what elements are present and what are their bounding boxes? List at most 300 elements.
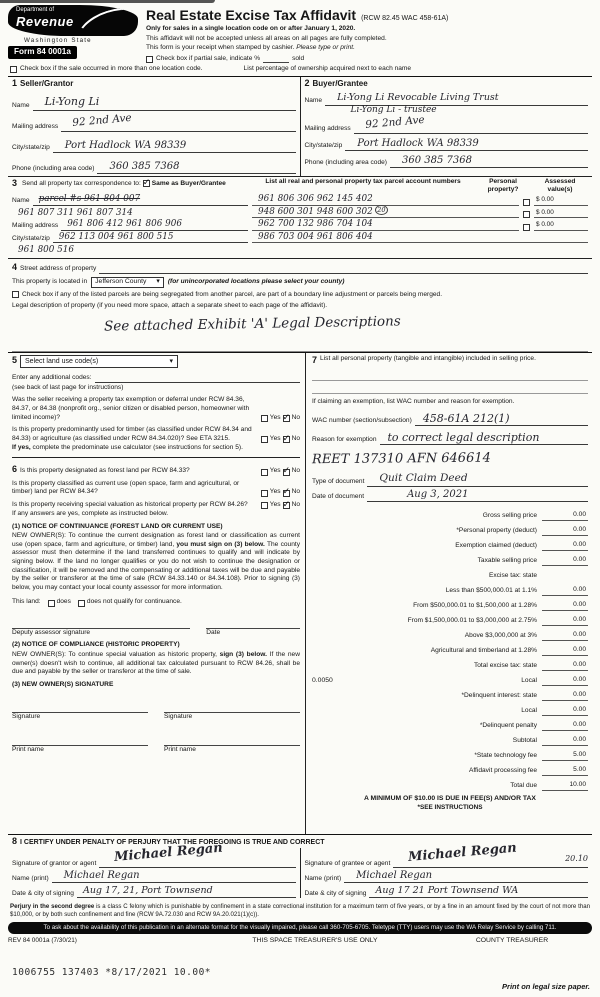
buyer-city-field[interactable] <box>345 134 588 151</box>
page-title: Real Estate Excise Tax Affidavit <box>146 7 357 23</box>
partial-sale-checkbox[interactable] <box>146 56 153 63</box>
timber-question: Is this property predominantly used for timber (as classified under RCW 84.34 and 84.33) or agriculture (as classified under RCW 84.34.020)? See ETA 3215. <box>12 426 252 442</box>
correspondence-mailing-row <box>12 218 248 231</box>
parcel-left-row-1 <box>12 206 248 219</box>
fee-row-tier3: From $1,500,000.01 to $3,000,000 at 2.75% 0.00 <box>407 616 586 625</box>
print-legal-size-note: Print on legal size paper. <box>502 982 590 992</box>
correspondence-name-row <box>12 193 248 206</box>
grantor-signature: Michael Regan <box>113 840 224 865</box>
predominate-use-note <box>12 444 300 453</box>
grantee-signature-row <box>304 840 589 868</box>
grantee-date-row <box>305 883 589 898</box>
multi-location-checkbox[interactable] <box>10 66 17 73</box>
grantor-date-field[interactable] <box>77 883 296 898</box>
fee-value: 5.00 <box>542 751 588 761</box>
form-number: Form 84 0001a <box>8 46 77 59</box>
exemption-no-checkbox[interactable] <box>283 415 290 422</box>
perjury-rest: is a class C felony which is punishable by confinement in a state correctional institution for a maximum term of five years, or by a fine in an amount fixed by the court of not more than $10,000, or by both such confinement and fine (RCW 9A.72.030 and RCW 9A.20.021(1)(c)). <box>10 903 590 919</box>
assessed-value: $ 0.00 <box>534 209 588 218</box>
notice-continuance-text: NEW OWNER(S): To continue the current designation as forest land or classification as current use (open space, farm and agriculture, or timber) land, you must sign on (3) below. The county assessor must then determine if the land transferred continues to qualify and will indicate by signing below. If the land no longer qualifies or you do not wish to continue the designation or classification, it will be removed and the compensating or additional taxes will be due and payable by the seller or transferor at the time of sale (RCW 84.33.140 or 84.34.108). Prior to signing (3) below, you may contact your local county assessor for more information. <box>12 532 300 591</box>
additional-codes-label: Enter any additional codes: <box>12 374 92 382</box>
main-columns <box>8 352 592 834</box>
header-note-2: This affidavit will not be accepted unless all areas on all pages are fully completed. <box>146 34 387 42</box>
perjury-lead: Perjury in the second degree <box>10 903 95 911</box>
local-rate-value: 0.0050 <box>312 677 333 685</box>
buyer-mailing-value: 92 2nd Ave <box>364 113 425 132</box>
grantor-signature-label: Signature of grantor or agent <box>12 859 97 867</box>
seller-name-field[interactable] <box>33 90 296 111</box>
does-not-label: does not qualify for continuance. <box>86 598 182 606</box>
fee-row-tech-fee: *State technology fee 5.00 <box>474 751 586 760</box>
buyer-phone-label: Phone (including area code) <box>304 159 387 167</box>
buyer-grantee-section <box>300 77 593 176</box>
parties-section <box>8 76 592 176</box>
reet-reference-note: REET 137310 AFN 646614 <box>311 450 491 468</box>
seller-mailing-row <box>12 111 296 132</box>
see-back-note: (see back of last page for instructions) <box>12 383 124 391</box>
historic-yes-checkbox[interactable] <box>261 502 268 509</box>
grantor-date-label: Date & city of signing <box>12 889 74 897</box>
wac-number-value: 458-61A 212(1) <box>422 411 510 425</box>
does-not-checkbox[interactable] <box>78 600 85 607</box>
owner-printname-labels <box>12 746 300 755</box>
chevron-down-icon: ▾ <box>156 277 160 285</box>
parcel-row <box>252 206 588 219</box>
rcw-reference: (RCW 82.45 WAC 458-61A) <box>361 15 449 22</box>
buyer-city-row <box>305 134 589 151</box>
buyer-city-value: Port Hadlock WA 98339 <box>357 137 479 149</box>
timber-no-checkbox[interactable] <box>283 436 290 443</box>
legal-description-field[interactable] <box>12 312 588 352</box>
historic-question: Is this property receiving special valuation as historical property per RCW 84.26? <box>12 500 248 508</box>
parcel-left-row-2 <box>12 243 248 256</box>
buyer-title: Buyer/Grantee <box>312 79 368 88</box>
section-1-number: 1 <box>12 78 18 88</box>
handwritten-amount-note: 20.10 <box>565 854 588 864</box>
no-label: No <box>291 466 300 474</box>
deputy-assessor-signature-field[interactable] <box>12 621 190 629</box>
grantee-name-field[interactable] <box>344 868 588 883</box>
personal-property-checkbox[interactable] <box>523 211 530 218</box>
correspondence-city-row <box>12 231 248 244</box>
owner-printname-field-2[interactable] <box>164 737 300 746</box>
segregated-label: Check box if any of the listed parcels are being segregated from another parcel, are part of a boundary line adjustment or parcels being merged. <box>22 290 443 298</box>
exemption-claim-label: If claiming an exemption, list WAC number and reason for exemption. <box>312 398 515 406</box>
assessed-value-header: Assessed value(s) <box>544 178 576 193</box>
partial-sale-row <box>146 55 592 64</box>
if-yes-rest: complete the predominate use calculator (see instructions for section 5). <box>30 444 243 452</box>
section-6 <box>12 457 300 755</box>
cashier-stamp: 1006755 137403 *8/17/2021 10.00* <box>12 966 212 978</box>
section-2-number: 2 <box>304 78 310 88</box>
assessed-value: $ 0.00 <box>534 221 588 230</box>
grantee-name-label: Name (print) <box>304 874 342 882</box>
treasurer-space-label: THIS SPACE TREASURER'S USE ONLY <box>252 937 378 945</box>
parcel-left-field-2 <box>12 243 248 256</box>
deputy-date-label: Date <box>206 628 221 636</box>
wac-number-row <box>312 407 588 426</box>
personal-property-field-1[interactable] <box>312 368 588 381</box>
current-use-question-row <box>12 480 300 497</box>
grantee-signature: Michael Regan <box>407 840 518 865</box>
wac-number-field[interactable] <box>415 407 588 426</box>
correspondence-fields <box>12 193 248 256</box>
buyer-name-field[interactable] <box>325 90 588 106</box>
buyer-section-title <box>305 78 589 90</box>
signature-label: Signature <box>164 713 193 721</box>
fee-value: 0.00 <box>542 556 588 566</box>
wac-number-label: WAC number (section/subsection) <box>312 417 412 425</box>
document-date-field[interactable] <box>367 487 588 502</box>
deputy-signature-labels <box>12 629 300 638</box>
seller-title: Seller/Grantor <box>20 79 74 88</box>
fee-value: 0.00 <box>542 661 588 671</box>
parcel-row <box>252 193 588 206</box>
fee-row-exemption: Exemption claimed (deduct) 0.00 <box>455 541 586 550</box>
forest-no-checkbox[interactable] <box>283 469 290 476</box>
this-land-row <box>12 598 300 607</box>
this-land-label: This land: <box>12 598 41 606</box>
buyer-trustee-row <box>305 106 589 117</box>
section-4-property-location <box>8 258 592 352</box>
crossed-out-parcel-note: parcel #s 961 804 007 <box>38 194 141 205</box>
section-7-number: 7 <box>312 354 318 365</box>
fee-value: 0.00 <box>542 721 588 731</box>
document-date-value: Aug 3, 2021 <box>407 488 469 500</box>
fee-value: 0.00 <box>542 631 588 641</box>
correspondence-city-field[interactable] <box>53 231 248 244</box>
deputy-assessor-label: Deputy assessor signature <box>12 628 91 636</box>
fee-value: 0.00 <box>542 541 588 551</box>
no-label: No <box>291 500 300 508</box>
fee-value: 10.00 <box>542 781 588 791</box>
does-label: does <box>56 598 71 606</box>
grantor-date-row <box>12 883 296 898</box>
seller-grantor-section <box>8 77 300 176</box>
buyer-trustee-value: Li-Yong Li - trustee <box>350 105 437 115</box>
yes-label: Yes <box>269 466 281 474</box>
seller-phone-label: Phone (including area code) <box>12 165 95 173</box>
grantee-printed-name: Michael Regan <box>356 870 433 882</box>
circled-correction-note: 20 <box>375 205 388 215</box>
seller-phone-field[interactable] <box>97 153 295 174</box>
yes-label: Yes <box>269 413 281 421</box>
assessed-value: $ 0.00 <box>534 196 588 205</box>
grantor-name-label: Name (print) <box>12 874 49 882</box>
correspondence-mailing-field[interactable] <box>61 218 248 231</box>
exemption-yes-checkbox[interactable] <box>261 415 268 422</box>
owner-printname-field-1[interactable] <box>12 737 148 746</box>
header-note-3b: Please type or print. <box>296 44 355 52</box>
grantee-signature-label: Signature of grantee or agent <box>304 859 391 867</box>
fee-value: 5.00 <box>542 766 588 776</box>
minimum-due-note: A MINIMUM OF $10.00 IS DUE IN FEE(S) AND/OR TAX <box>364 794 536 802</box>
footer-row <box>8 937 592 946</box>
notice-compliance-title: (2) NOTICE OF COMPLIANCE (HISTORIC PROPERTY) <box>12 641 180 649</box>
personal-property-checkbox[interactable] <box>523 224 530 231</box>
fee-row-processing-fee: Affidavit processing fee 5.00 <box>468 766 586 775</box>
same-as-buyer-checkbox[interactable] <box>143 180 150 187</box>
fee-row-delinquent-penalty: *Delinquent penalty 0.00 <box>479 721 586 730</box>
yes-label: Yes <box>269 488 281 496</box>
fee-row-personal: *Personal property (deduct) 0.00 <box>456 526 586 535</box>
legal-description-value: See attached Exhibit 'A' Legal Descriptions <box>103 313 401 335</box>
buyer-mailing-label: Mailing address <box>304 125 351 133</box>
owner-signature-labels <box>12 713 300 722</box>
new-owner-signature-title: (3) NEW OWNER(S) SIGNATURE <box>12 680 114 688</box>
grantor-name-field[interactable] <box>52 868 296 883</box>
segregated-checkbox[interactable] <box>12 291 19 298</box>
correspondence-label: Send all property tax correspondence to: <box>22 179 141 187</box>
timber-yn <box>261 426 300 443</box>
no-label: No <box>291 488 300 496</box>
fee-value: 0.00 <box>542 601 588 611</box>
fee-row-delinquent-local: Local 0.00 <box>521 706 586 715</box>
timber-question-row <box>12 426 300 443</box>
fee-value: 0.00 <box>542 691 588 701</box>
does-option <box>48 598 71 607</box>
parcel-numbers-header: List all real and personal property tax parcel account numbers <box>265 178 461 185</box>
header-note-1: Only for sales in a single location code on or after January 1, 2020. <box>146 25 356 33</box>
grantee-signature-field[interactable] <box>393 840 588 868</box>
grantor-name-row <box>12 868 296 883</box>
section-5-number: 5 <box>12 355 18 366</box>
correspondence-city-label: City/state/zip <box>12 234 50 242</box>
seller-city-value: Port Hadlock WA 98339 <box>64 139 187 151</box>
parcel-account-list <box>252 193 588 256</box>
header-note-3a: This form is your receipt when stamped by cashier. <box>146 44 295 52</box>
deputy-date-field[interactable] <box>206 621 300 629</box>
notice-compliance-text: NEW OWNER(S): To continue special valuation as historic property, sign (3) below. If the new owner(s) doesn't wish to continue, all additional tax calculated pursuant to RCW 84.26, shall be due and payable by the seller or transferor at the time of sale. <box>12 650 300 676</box>
fee-value: 0.00 <box>542 616 588 626</box>
section-3-header <box>12 178 588 193</box>
fee-row-tier2: From $500,000.01 to $1,500,000 at 1.28% 0.00 <box>413 601 586 610</box>
seller-section-title <box>12 78 296 90</box>
grantor-signature-field[interactable] <box>99 840 295 868</box>
seller-mailing-value: 92 2nd Ave <box>71 111 133 130</box>
timber-yes-checkbox[interactable] <box>261 436 268 443</box>
grantee-name-row <box>305 868 589 883</box>
buyer-name-value: Li-Yong Li Revocable Living Trust <box>337 92 499 104</box>
fee-table <box>312 506 588 791</box>
section-8-certification <box>8 834 592 901</box>
fee-row-local: 0.0050 Local 0.00 <box>312 676 586 685</box>
document-type-field[interactable] <box>367 472 588 487</box>
seller-phone-row <box>12 153 296 174</box>
exemption-yn <box>261 396 300 422</box>
correspondence-name-label: Name <box>12 197 30 205</box>
correspondence-name-field[interactable] <box>33 193 248 206</box>
fee-row-subtotal: Subtotal 0.00 <box>512 736 586 745</box>
partial-sale-suffix: sold <box>292 54 305 62</box>
no-label: No <box>291 413 300 421</box>
buyer-mailing-field[interactable] <box>354 113 588 134</box>
segregated-row <box>12 291 588 300</box>
owner-printname-lines <box>12 737 300 746</box>
chevron-down-icon: ▾ <box>169 357 174 365</box>
reason-label: Reason for exemption <box>312 436 377 444</box>
buyer-name-row <box>305 90 589 106</box>
reason-row <box>312 426 588 445</box>
document-type-label: Type of document <box>312 478 365 486</box>
logo-column <box>8 5 138 59</box>
fee-value: 0.00 <box>542 706 588 716</box>
parcel-number-field[interactable] <box>252 231 588 243</box>
any-yes-note: If any answers are yes, complete as instructed below. <box>12 510 169 518</box>
fee-value: 0.00 <box>542 676 588 686</box>
seller-phone-value: 360 385 7368 <box>109 160 180 172</box>
revenue-logo <box>8 5 138 36</box>
fee-row-delinquent-interest: *Delinquent interest: state 0.00 <box>461 691 586 700</box>
section-6-number: 6 <box>12 463 18 474</box>
parcel-number-field[interactable] <box>252 205 519 218</box>
form-revision: REV 84 0001a (7/30/21) <box>8 937 77 945</box>
signature-label: Signature <box>12 713 41 721</box>
reason-field[interactable] <box>380 426 588 445</box>
county-select[interactable] <box>91 277 164 288</box>
owner-signature-field-2[interactable] <box>164 704 300 713</box>
owner-signature-field-1[interactable] <box>12 704 148 713</box>
ownership-percentage-label: List percentage of ownership acquired next to each name <box>243 65 412 73</box>
exemption-question: Was the seller receiving a property tax exemption or deferral under RCW 84.36, 84.37, or 84.38 (nonprofit org., senior citizen or disabled person, homeowner with limited income)? <box>12 396 250 421</box>
print-name-label: Print name <box>12 745 44 753</box>
grantee-date-field[interactable] <box>369 883 588 898</box>
multi-location-label: Check box if the sale occurred in more than one location code. <box>20 65 203 73</box>
section-3-tax-correspondence <box>8 176 592 258</box>
section-5-header <box>12 355 300 368</box>
document-type-value: Quit Claim Deed <box>379 472 468 485</box>
accessibility-notice: To ask about the availability of this publication in an alternate format for the visually impaired, please call 360-705-6705. Teletype (TTY) users may use the WA Relay Service by calling 711. <box>8 922 592 934</box>
parcel-left-field-1 <box>12 206 248 219</box>
fee-row-gross: Gross selling price 0.00 <box>482 511 586 520</box>
seller-name-row <box>12 90 296 111</box>
street-address-field[interactable] <box>99 261 588 274</box>
parcel-number-value: 986 703 004 961 806 404 <box>258 231 373 242</box>
parcel-row <box>252 218 588 231</box>
fee-value: 0.00 <box>542 646 588 656</box>
located-label: This property is located in <box>12 277 88 285</box>
forest-land-yn <box>261 464 300 476</box>
grantor-printed-name: Michael Regan <box>63 870 140 882</box>
buyer-phone-row <box>305 151 589 168</box>
historic-yn <box>261 501 300 510</box>
perjury-statement <box>8 903 592 919</box>
seller-mailing-field[interactable] <box>61 111 295 132</box>
logo-state-text: Washington State <box>24 37 92 44</box>
buyer-phone-field[interactable] <box>390 151 588 168</box>
document-type-row <box>312 472 588 487</box>
section-3-body <box>12 193 588 256</box>
current-use-yes-checkbox[interactable] <box>261 490 268 497</box>
grantee-date-value: Aug 17 21 Port Townsend WA <box>375 885 519 897</box>
parcel-numbers-value: 961 800 516 <box>18 245 74 256</box>
section-7-column <box>306 353 592 834</box>
print-name-label: Print name <box>164 745 196 753</box>
logo-revenue-text: Revenue <box>16 13 74 29</box>
seller-city-field[interactable] <box>53 132 296 153</box>
does-not-option <box>78 598 182 607</box>
fee-row-taxable: Taxable selling price 0.00 <box>477 556 586 565</box>
buyer-name-label: Name <box>304 97 323 105</box>
seller-mailing-label: Mailing address <box>12 123 59 131</box>
parcel-numbers-value: 961 806 412 961 806 906 <box>67 219 182 230</box>
seller-city-label: City/state/zip <box>12 144 50 152</box>
parcel-number-field[interactable] <box>252 219 519 231</box>
correspondence-mailing-label: Mailing address <box>12 222 59 230</box>
does-checkbox[interactable] <box>48 600 55 607</box>
exemption-question-row <box>12 396 300 422</box>
partial-sale-percent-field[interactable] <box>263 56 289 63</box>
personal-property-header: Personal property? <box>487 178 519 193</box>
parcel-number-value: 948 600 301 948 600 302 20 <box>258 207 388 218</box>
yes-label: Yes <box>269 434 281 442</box>
parcel-numbers-value: 962 113 004 961 800 515 <box>58 231 174 242</box>
fee-row-excise-header: Excise tax: state <box>488 572 537 580</box>
if-yes-lead: If yes, <box>12 444 31 452</box>
title-row <box>146 6 592 24</box>
owner-signature-lines <box>12 704 300 713</box>
county-treasurer-label: COUNTY TREASURER <box>475 937 549 945</box>
seller-name-label: Name <box>12 102 30 110</box>
certification-statement: I CERTIFY UNDER PENALTY OF PERJURY THAT THE FOREGOING IS TRUE AND CORRECT <box>20 838 325 846</box>
grantor-date-value: Aug 17, 21, Port Townsend <box>82 885 213 897</box>
personal-property-checkbox[interactable] <box>523 199 530 206</box>
seller-name-value: Li-Yong Li <box>44 95 100 109</box>
buyer-mailing-row <box>304 113 589 134</box>
buyer-city-label: City/state/zip <box>304 142 343 150</box>
section-3-number: 3 <box>12 178 18 188</box>
forest-land-question: 6 Is this property designated as forest land per RCW 84.33? <box>12 463 190 474</box>
header-note-3 <box>146 44 592 53</box>
notice-continuance-title: (1) NOTICE OF CONTINUANCE (FOREST LAND OR CURRENT USE) <box>12 522 223 530</box>
land-use-select[interactable] <box>20 355 178 368</box>
land-use-label: Select land use code(s) <box>25 357 99 365</box>
fee-value: 0.00 <box>542 526 588 536</box>
forest-yes-checkbox[interactable] <box>261 469 268 476</box>
parcel-numbers-value: 961 807 311 961 807 314 <box>18 207 133 218</box>
multi-location-row <box>10 65 592 74</box>
parcel-number-value: 961 806 306 962 145 402 <box>258 194 373 205</box>
title-column <box>146 5 592 63</box>
correspondence-row <box>12 178 248 190</box>
parcel-row <box>252 231 588 244</box>
personal-property-label: List all personal property (tangible and intangible) included in selling price. <box>320 354 536 362</box>
see-instructions-note: *SEE INSTRUCTIONS <box>417 803 483 811</box>
buyer-phone-value: 360 385 7368 <box>401 154 472 166</box>
fee-row-agricultural: Agricultural and timberland at 1.28% 0.00 <box>430 646 586 655</box>
county-value: Jefferson County <box>95 277 147 285</box>
historic-question-row <box>12 501 300 510</box>
personal-property-field-2[interactable] <box>312 381 588 394</box>
county-note: (for unincorporated locations please select your county) <box>167 277 345 285</box>
current-use-question: Is this property classified as current use (open space, farm and agricultural, or timber) land per RCW 84.34? <box>12 479 240 496</box>
buyer-trustee-field <box>305 106 589 117</box>
document-date-row <box>312 487 588 502</box>
section-7-header <box>312 355 588 367</box>
fee-row-tier1: Less than $500,000.01 at 1.1% 0.00 <box>445 586 586 595</box>
logo-dept-text: Department of <box>16 7 55 13</box>
document-date-label: Date of document <box>312 493 365 501</box>
street-address-row <box>12 261 588 274</box>
additional-codes-field[interactable] <box>95 371 300 383</box>
grantee-date-label: Date & city of signing <box>304 889 367 897</box>
street-address-label: Street address of property <box>20 265 97 273</box>
current-use-no-checkbox[interactable] <box>283 490 290 497</box>
historic-no-checkbox[interactable] <box>283 502 290 509</box>
parcel-number-value: 962 700 132 986 704 104 <box>258 219 373 230</box>
current-use-yn <box>261 480 300 497</box>
no-label: No <box>291 434 300 442</box>
